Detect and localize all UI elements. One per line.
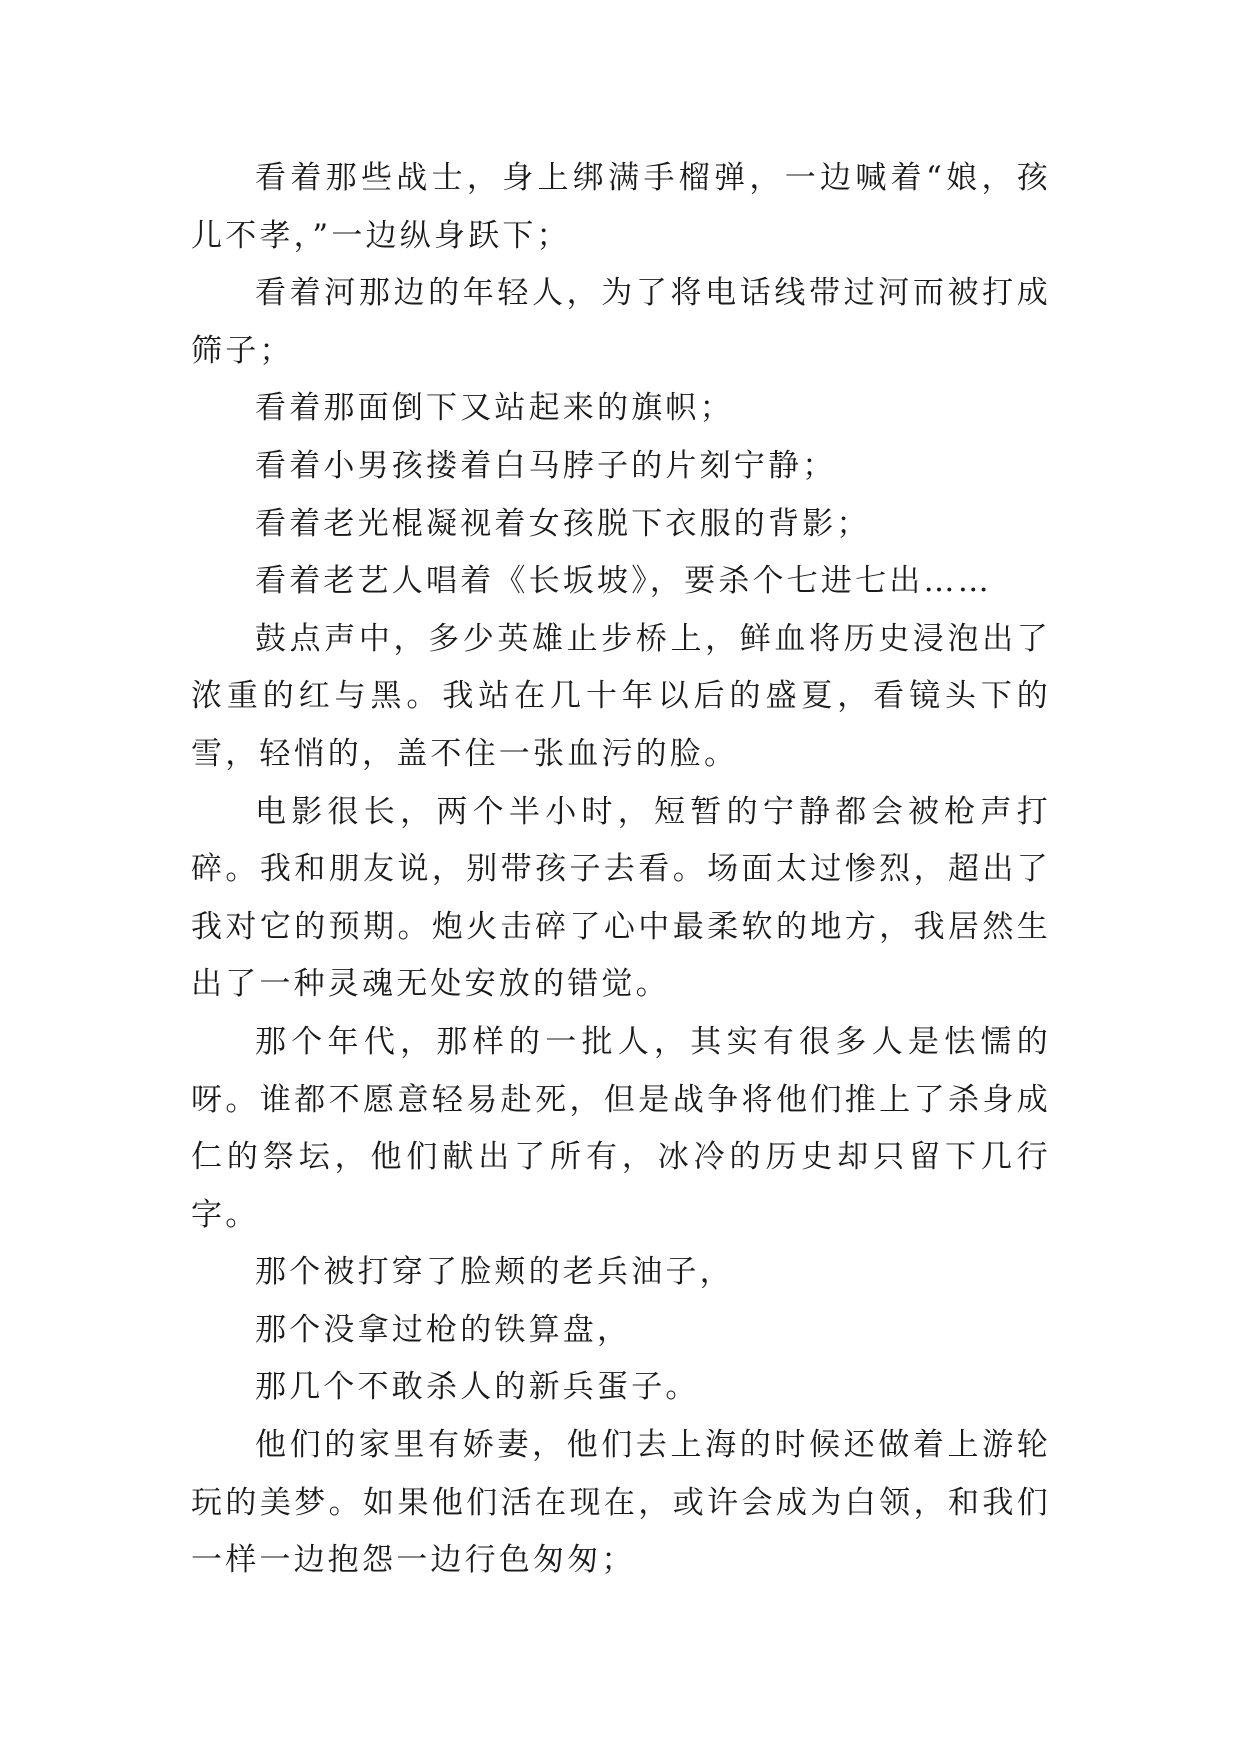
paragraph: 电影很长，两个半小时，短暂的宁静都会被枪声打碎。我和朋友说，别带孩子去看。场面太过惨烈，超出了我对它的预期。炮火击碎了心中最柔软的地方，我居然生出了一种灵魂无处安放的错觉。	[191, 793, 1051, 1003]
paragraph: 他们的家里有娇妻，他们去上海的时候还做着上游轮玩的美梦。如果他们活在现在，或许会成为白领，和我们一样一边抱怨一边行色匆匆；	[191, 1427, 1051, 1579]
paragraph: 看着老光棍凝视着女孩脱下衣服的背影；	[255, 505, 871, 542]
paragraph: 看着老艺人唱着《长坂坡》，要杀个七进七出……	[255, 563, 992, 600]
paragraph: 那几个不敢杀人的新兵蛋子。	[255, 1369, 700, 1406]
paragraph: 看着那面倒下又站起来的旗帜；	[255, 390, 734, 427]
document-body	[191, 150, 1051, 1590]
paragraph: 看着河那边的年轻人，为了将电话线带过河而被打成筛子；	[191, 275, 1051, 369]
paragraph: 鼓点声中，多少英雄止步桥上，鲜血将历史浸泡出了浓重的红与黑。我站在几十年以后的盛夏，看镜头下的雪，轻悄的，盖不住一张血污的脸。	[191, 620, 1051, 772]
paragraph: 看着那些战士，身上绑满手榴弹，一边喊着“娘，孩儿不孝，”一边纵身跃下；	[191, 160, 1051, 254]
paragraph: 那个被打穿了脸颊的老兵油子，	[255, 1254, 734, 1291]
paragraph: 那个没拿过枪的铁算盘，	[255, 1311, 632, 1348]
paragraph: 看着小男孩搂着白马脖子的片刻宁静；	[255, 447, 837, 484]
paragraph: 那个年代，那样的一批人，其实有很多人是怯懦的呀。谁都不愿意轻易赴死，但是战争将他们推上了杀身成仁的祭坛，他们献出了所有，冰冷的历史却只留下几行字。	[191, 1023, 1051, 1233]
